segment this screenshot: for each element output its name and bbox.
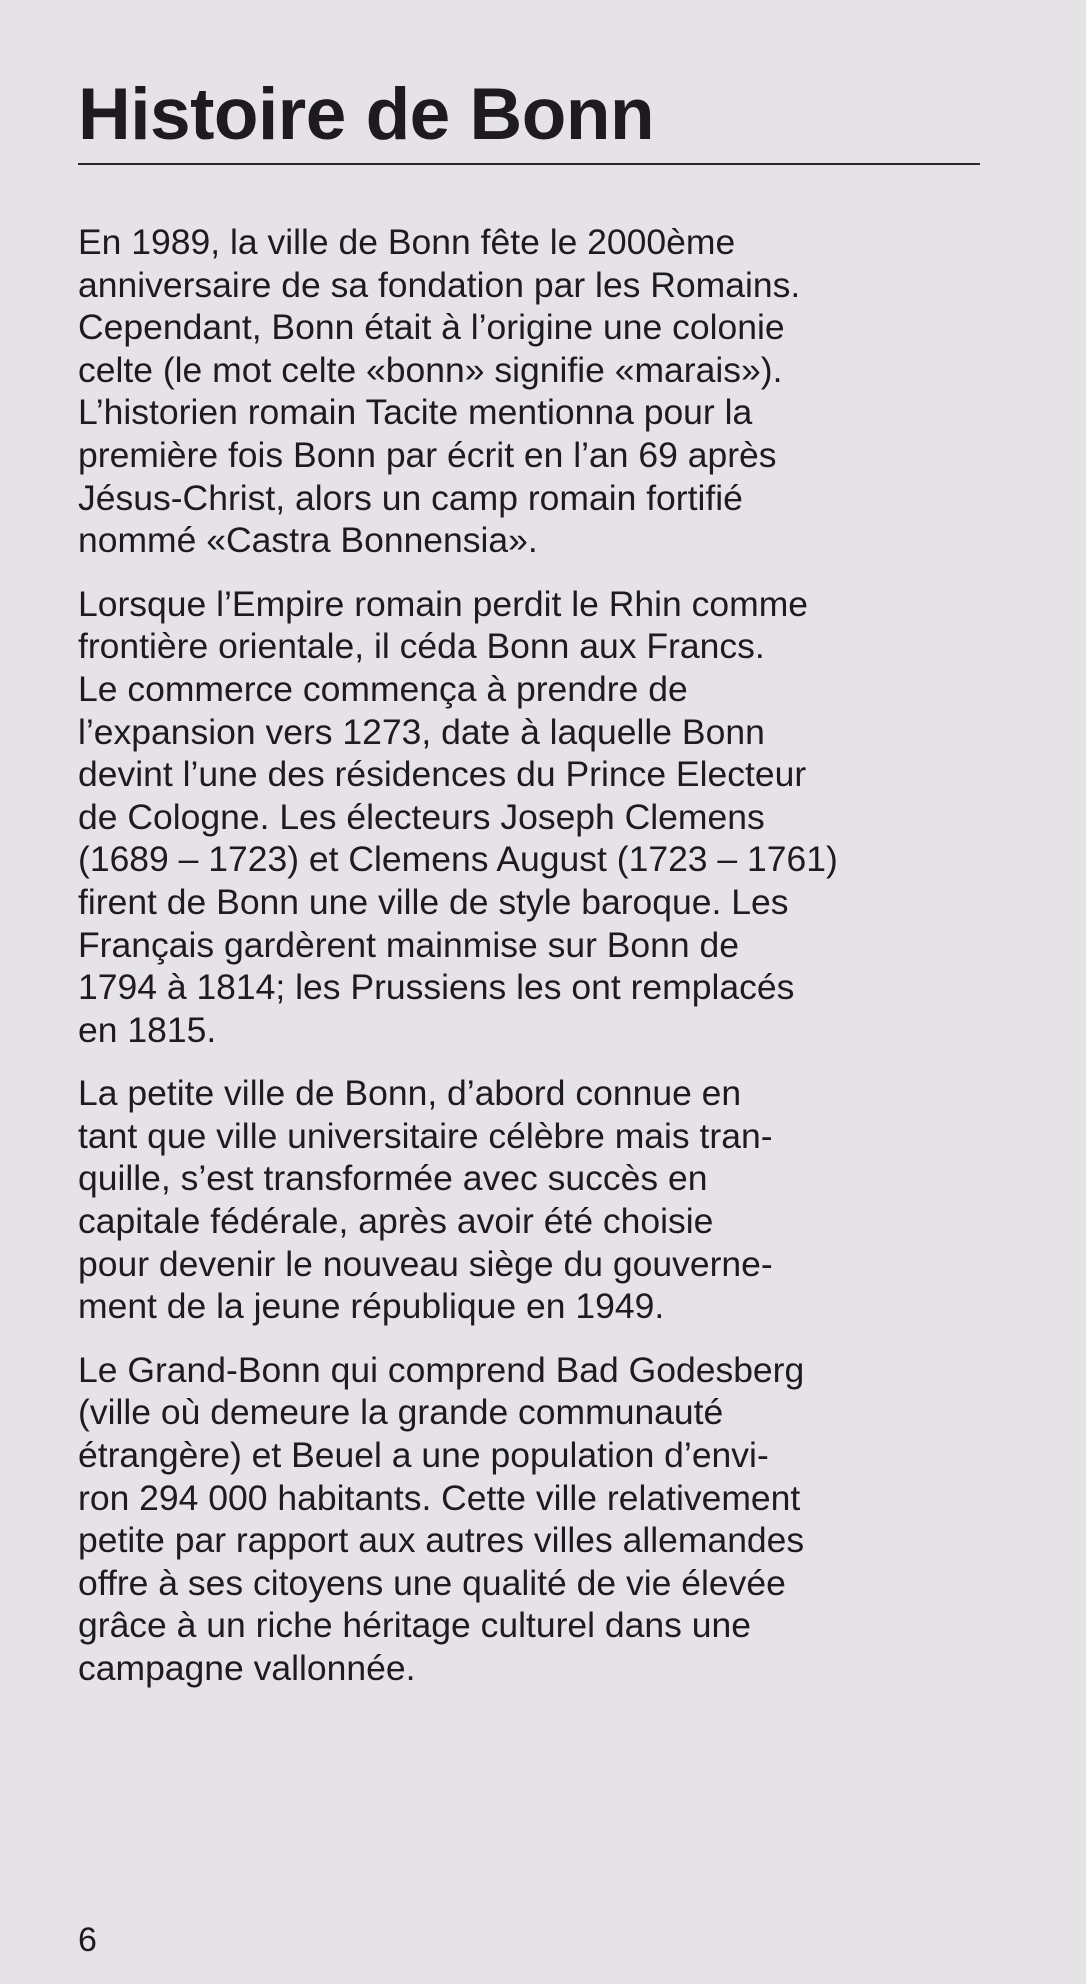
- article-body: [78, 221, 980, 1711]
- text-line: Jésus-Christ, alors un camp romain fortifié: [78, 477, 743, 518]
- text-line: L’historien romain Tacite mentionna pour la: [78, 392, 753, 433]
- text-line: de Cologne. Les électeurs Joseph Clemens: [78, 796, 765, 837]
- text-line: firent de Bonn une ville de style baroque. Les: [78, 881, 789, 922]
- text-line: nommé «Castra Bonnensia».: [78, 520, 538, 561]
- text-line: pour devenir le nouveau siège du gouverne-: [78, 1243, 773, 1284]
- text-line: Le commerce commença à prendre de: [78, 668, 688, 709]
- paragraph-3: [78, 1072, 980, 1328]
- text-line: devint l’une des résidences du Prince Electeur: [78, 754, 807, 795]
- page-title: Histoire de Bonn: [78, 74, 655, 155]
- paragraph-1: [78, 221, 980, 562]
- text-line: anniversaire de sa fondation par les Romains.: [78, 264, 801, 305]
- title-rule: [78, 163, 980, 165]
- text-line: première fois Bonn par écrit en l’an 69 après: [78, 434, 777, 475]
- text-line: Cependant, Bonn était à l’origine une colonie: [78, 307, 785, 348]
- text-line: Le Grand-Bonn qui comprend Bad Godesberg: [78, 1349, 805, 1390]
- text-line: ron 294 000 habitants. Cette ville relativement: [78, 1477, 801, 1518]
- text-line: 1794 à 1814; les Prussiens les ont remplacés: [78, 967, 795, 1008]
- text-line: l’expansion vers 1273, date à laquelle Bonn: [78, 711, 765, 752]
- text-line: petite par rapport aux autres villes allemandes: [78, 1520, 805, 1561]
- text-line: (1689 – 1723) et Clemens August (1723 – 1761): [78, 839, 838, 880]
- text-line: en 1815.: [78, 1009, 217, 1050]
- text-line: celte (le mot celte «bonn» signifie «marais»).: [78, 349, 783, 390]
- text-line: En 1989, la ville de Bonn fête le 2000ème: [78, 222, 736, 262]
- text-line: étrangère) et Beuel a une population d’envi-: [78, 1435, 769, 1476]
- text-line: La petite ville de Bonn, d’abord connue en: [78, 1073, 742, 1114]
- text-line: frontière orientale, il céda Bonn aux Francs.: [78, 626, 765, 667]
- page-number: 6: [78, 1921, 97, 1959]
- text-line: ment de la jeune république en 1949.: [78, 1286, 665, 1327]
- text-line: campagne vallonnée.: [78, 1648, 416, 1688]
- text-line: offre à ses citoyens une qualité de vie élevée: [78, 1562, 786, 1603]
- text-line: tant que ville universitaire célèbre mais tran-: [78, 1115, 773, 1156]
- text-line: grâce à un riche héritage culturel dans une: [78, 1605, 751, 1646]
- document-page: [78, 0, 980, 1984]
- text-line: Français gardèrent mainmise sur Bonn de: [78, 924, 740, 965]
- text-line: (ville où demeure la grande communauté: [78, 1392, 724, 1433]
- paragraph-2: [78, 583, 980, 1052]
- text-line: quille, s’est transformée avec succès en: [78, 1158, 708, 1199]
- paragraph-4: [78, 1349, 980, 1690]
- text-line: Lorsque l’Empire romain perdit le Rhin comme: [78, 583, 809, 624]
- text-line: capitale fédérale, après avoir été choisie: [78, 1201, 714, 1242]
